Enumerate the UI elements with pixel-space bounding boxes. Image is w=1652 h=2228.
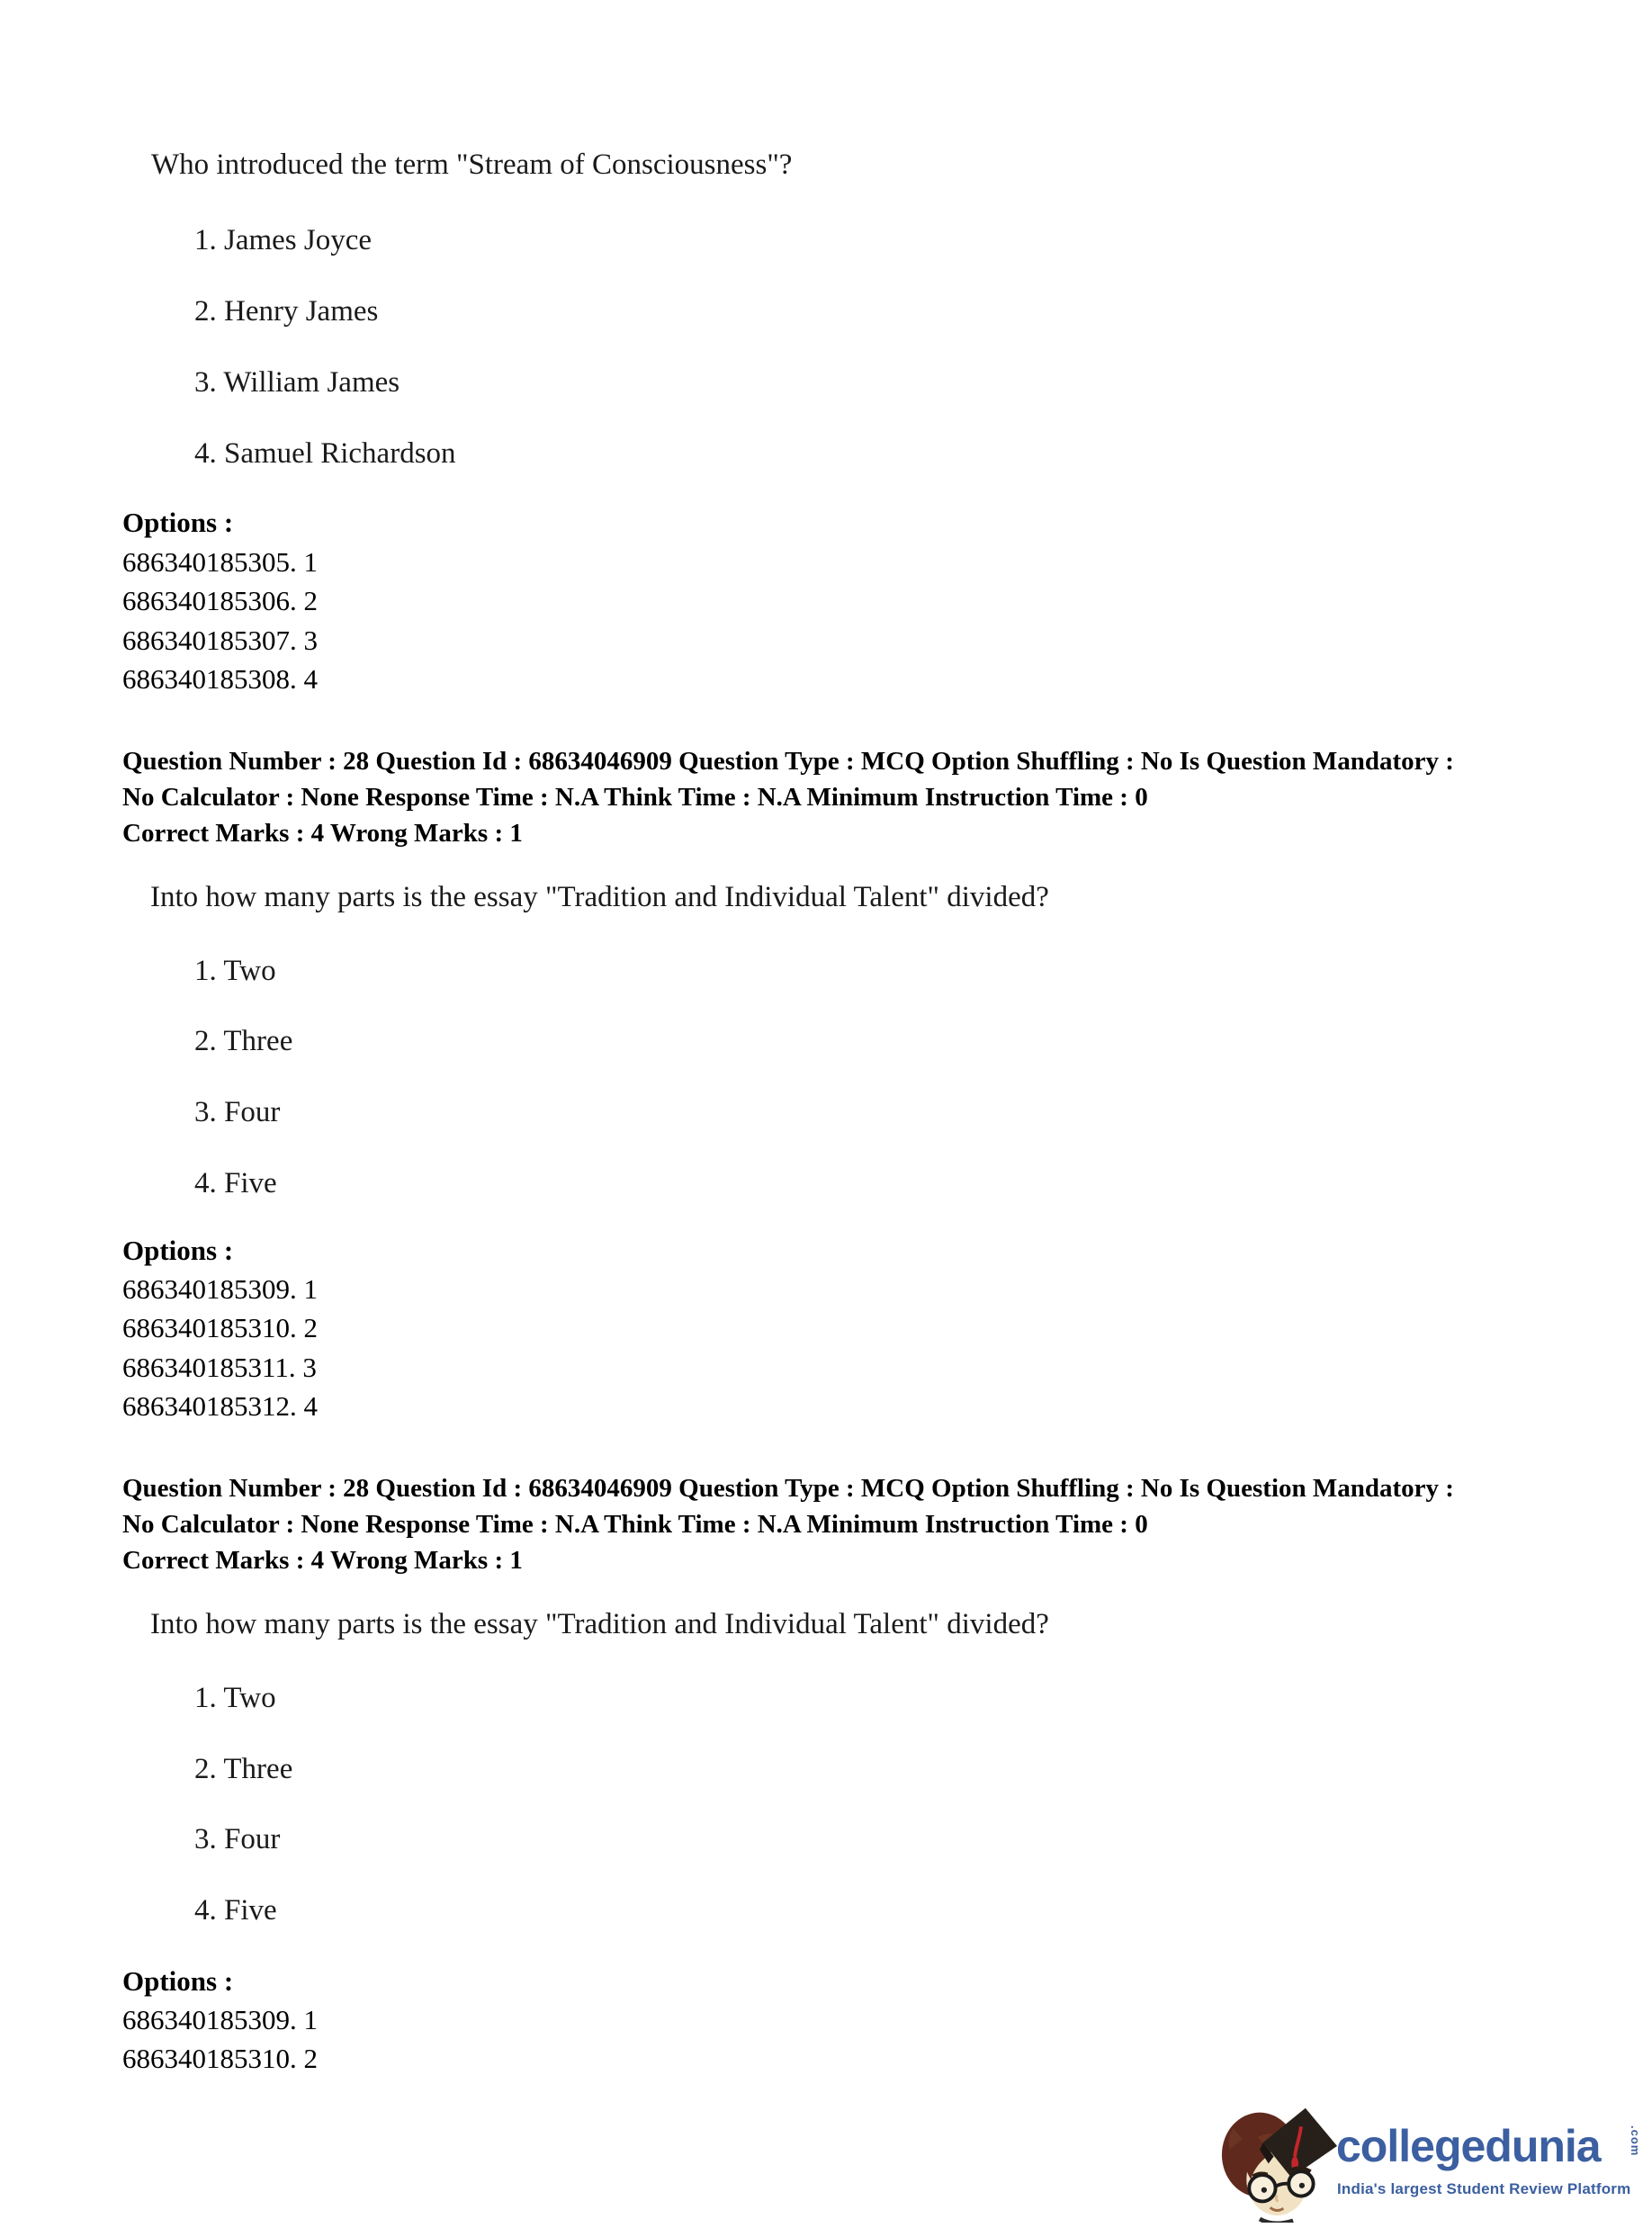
question-text: Who introduced the term "Stream of Consciousness"? [151, 148, 793, 181]
metadata-line: No Calculator : None Response Time : N.A Think Time : N.A Minimum Instruction Time : 0 [122, 1510, 1148, 1539]
options-label: Options : [122, 1965, 234, 1997]
question-choice: 3. William James [194, 366, 400, 399]
question-metadata [122, 1470, 1598, 1578]
metadata-line: Correct Marks : 4 Wrong Marks : 1 [122, 1546, 523, 1575]
brand-wordmark: collegedunia [1336, 2121, 1601, 2171]
question-choice: 4. Samuel Richardson [194, 437, 456, 470]
question-metadata [122, 743, 1598, 851]
question-text: Into how many parts is the essay "Tradition and Individual Talent" divided? [150, 881, 1049, 913]
option-id: 686340185307. 3 [122, 624, 318, 656]
option-id: 686340185305. 1 [122, 546, 318, 578]
question-choice: 4. Five [194, 1167, 277, 1199]
options-label: Options : [122, 1235, 234, 1266]
options-label: Options : [122, 507, 234, 538]
option-id: 686340185311. 3 [122, 1352, 317, 1383]
option-id: 686340185312. 4 [122, 1390, 318, 1422]
option-id: 686340185309. 1 [122, 1273, 318, 1305]
question-choice: 2. Three [194, 1025, 293, 1057]
option-id: 686340185308. 4 [122, 663, 318, 695]
collegedunia-logo [1219, 2089, 1651, 2226]
question-choice: 2. Henry James [194, 295, 379, 328]
metadata-line: Correct Marks : 4 Wrong Marks : 1 [122, 819, 523, 848]
question-choice: 2. Three [194, 1753, 293, 1785]
graduate-mascot-icon [1219, 2095, 1338, 2223]
option-id: 686340185309. 1 [122, 2004, 318, 2035]
question-choice: 4. Five [194, 1894, 277, 1927]
question-choice: 3. Four [194, 1823, 281, 1855]
brand-tld: .com [1629, 2125, 1642, 2157]
metadata-line: Question Number : 28 Question Id : 68634046909 Question Type : MCQ Option Shuffling : No Is Question Mandatory : [122, 747, 1454, 776]
question-choice: 3. Four [194, 1096, 281, 1128]
brand-tagline: India's largest Student Review Platform [1337, 2180, 1631, 2197]
option-id: 686340185310. 2 [122, 2043, 318, 2074]
question-choice: 1. Two [194, 955, 276, 987]
metadata-line: No Calculator : None Response Time : N.A Think Time : N.A Minimum Instruction Time : 0 [122, 783, 1148, 812]
option-id: 686340185306. 2 [122, 585, 318, 616]
option-id: 686340185310. 2 [122, 1312, 318, 1343]
question-text: Into how many parts is the essay "Tradition and Individual Talent" divided? [150, 1608, 1049, 1640]
metadata-line: Question Number : 28 Question Id : 68634046909 Question Type : MCQ Option Shuffling : No Is Question Mandatory : [122, 1474, 1454, 1503]
question-choice: 1. Two [194, 1682, 276, 1714]
question-choice: 1. James Joyce [194, 224, 373, 256]
